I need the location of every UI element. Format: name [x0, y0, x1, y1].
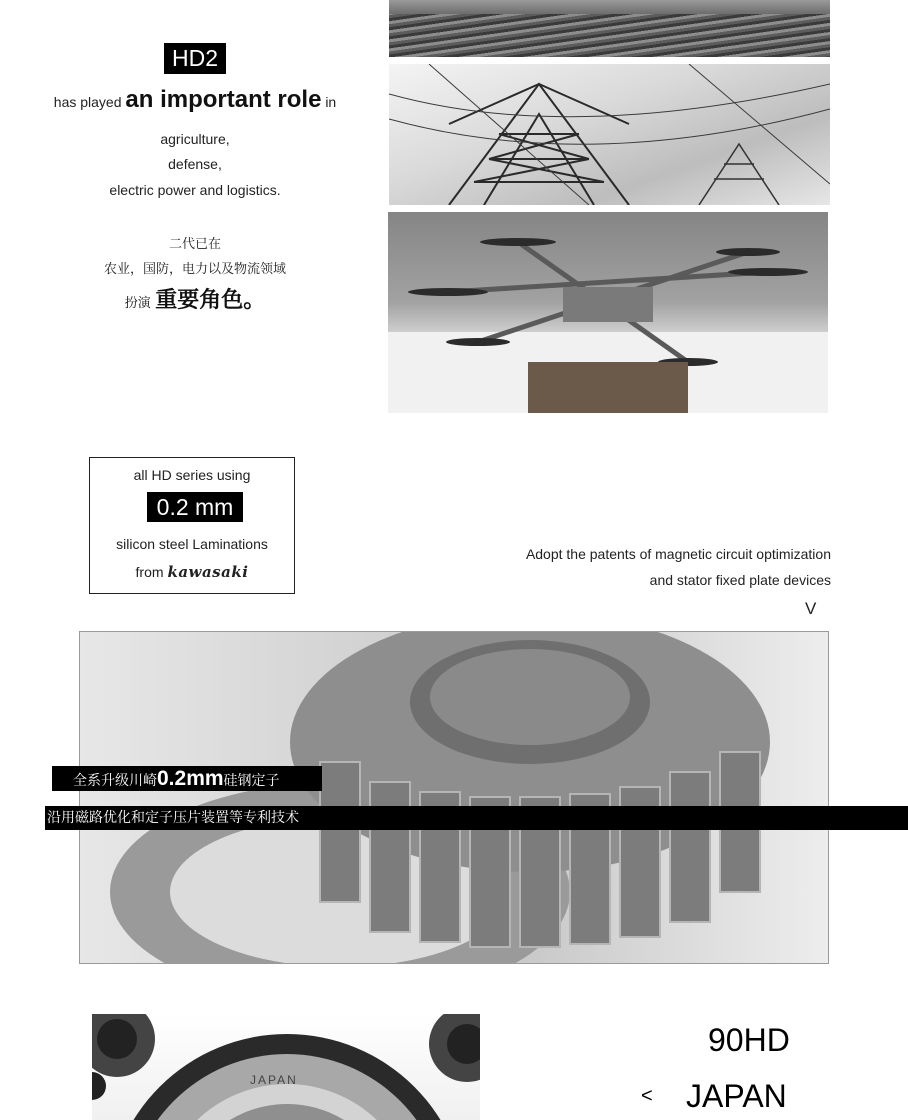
- patent-line2: and stator fixed plate devices: [649, 572, 831, 588]
- zh-role-emphasis: 重要角色。: [155, 288, 266, 313]
- bearing-illustration: [92, 1014, 480, 1120]
- drone-illustration: [388, 212, 828, 413]
- role-post: in: [325, 94, 337, 110]
- field-defense: defense,: [168, 156, 222, 172]
- thickness-badge: 0.2 mm: [147, 492, 243, 522]
- left-arrow-icon: <: [641, 1085, 653, 1107]
- farmland-photo: [389, 0, 830, 57]
- stator-illustration: [80, 632, 829, 964]
- field-agriculture: agriculture,: [160, 131, 230, 147]
- role-statement: [0, 86, 390, 114]
- hd2-badge: HD2: [164, 43, 226, 74]
- upgrade-caption-post: 硅钢定子: [223, 773, 280, 789]
- role-pre: has played: [53, 94, 122, 110]
- laminations-line3: silicon steel Laminations: [116, 536, 268, 552]
- field-power-logistics: electric power and logistics.: [109, 182, 281, 198]
- pylon-illustration: [389, 64, 830, 205]
- zh-role-pre: 扮演: [124, 296, 151, 311]
- zh-intro-line2: 农业，国防，电力以及物流领域: [103, 262, 286, 277]
- model-label: 90HD: [708, 1022, 790, 1058]
- origin-label: JAPAN: [686, 1078, 787, 1114]
- bearing-stamp: JAPAN: [250, 1073, 298, 1087]
- laminations-info-box: [89, 457, 295, 594]
- stator-lamination-photo: [79, 631, 829, 964]
- role-emphasis: an important role: [125, 86, 322, 113]
- patent-caption-bar: 沿用磁路优化和定子压片装置等专利技术: [45, 806, 908, 830]
- power-pylons-photo: [389, 64, 830, 205]
- zh-intro-line1: 二代已在: [168, 237, 221, 252]
- hexacopter-drone-photo: [388, 212, 828, 413]
- laminations-from-line: [90, 563, 294, 581]
- zh-role-statement: [0, 283, 390, 314]
- laminations-line1: all HD series using: [133, 467, 251, 483]
- upgrade-caption-bar: [52, 766, 322, 791]
- from-label: from: [135, 564, 164, 580]
- kawasaki-logo: kawasaki: [167, 563, 249, 581]
- upgrade-caption-pre: 全系升级川崎: [73, 773, 157, 789]
- patent-line1: Adopt the patents of magnetic circuit optimization: [525, 546, 831, 562]
- upgrade-caption-emph: 0.2mm: [157, 767, 224, 790]
- japan-bearing-photo: [92, 1014, 480, 1120]
- down-arrow-icon: V: [805, 599, 817, 618]
